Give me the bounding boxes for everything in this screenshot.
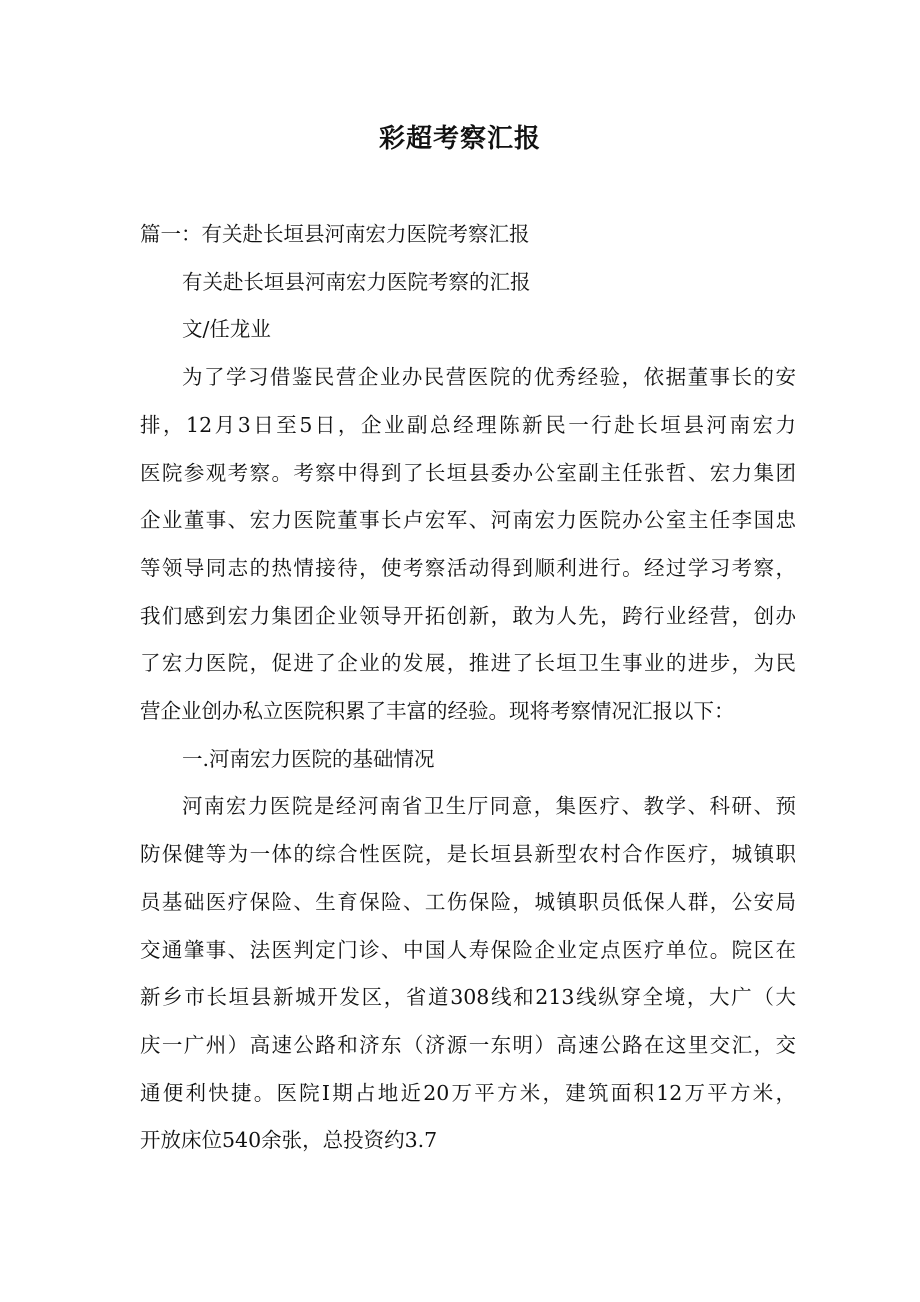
text-line: 河南宏力医院是经河南省卫生厅同意，集医疗、教学、科研、预 bbox=[182, 794, 796, 819]
text-line: 文/任龙业 bbox=[182, 317, 271, 342]
text-line: 等领导同志的热情接待，使考察活动得到顺利进行。经过学习考察， bbox=[140, 555, 796, 580]
text-line: 营企业创办私立医院积累了丰富的经验。现将考察情况汇报以下： bbox=[140, 699, 735, 723]
text-line: 医院参观考察。考察中得到了长垣县委办公室副主任张哲、宏力集团 bbox=[140, 460, 796, 485]
subsection-heading: 一.河南宏力医院的基础情况 bbox=[182, 746, 435, 771]
text-line: 排，12月3日至5日，企业副总经理陈新民一行赴长垣县河南宏力 bbox=[140, 412, 796, 437]
text-line: 开放床位540余张，总投资约3.7 bbox=[140, 1128, 438, 1153]
text-line: 为了学习借鉴民营企业办民营医院的优秀经验，依据董事长的安 bbox=[182, 365, 796, 390]
text-line: 交通肇事、法医判定门诊、中国人寿保险企业定点医疗单位。院区在 bbox=[140, 937, 796, 962]
text-line: 我们感到宏力集团企业领导开拓创新，敢为人先，跨行业经营，创办 bbox=[140, 603, 796, 628]
text-line: 防保健等为一体的综合性医院，是长垣县新型农村合作医疗，城镇职 bbox=[140, 842, 796, 867]
text-line: 企业董事、宏力医院董事长卢宏军、河南宏力医院办公室主任李国忠 bbox=[140, 508, 796, 533]
text-line: 员基础医疗保险、生育保险、工伤保险，城镇职员低保人群，公安局 bbox=[140, 889, 796, 914]
text-line: 通便利快捷。医院Ⅰ期占地近20万平方米，建筑面积12万平方米， bbox=[140, 1080, 796, 1105]
text-line: 了宏力医院，促进了企业的发展，推进了长垣卫生事业的进步，为民 bbox=[140, 651, 796, 676]
text-line: 有关赴长垣县河南宏力医院考察的汇报 bbox=[182, 269, 531, 294]
text-line: 新乡市长垣县新城开发区，省道308线和213线纵穿全境，大广（大 bbox=[140, 985, 796, 1010]
document-title: 彩超考察汇报 bbox=[378, 124, 541, 154]
text-line: 庆一广州）高速公路和济东（济源一东明）高速公路在这里交汇，交 bbox=[140, 1032, 796, 1057]
section-heading: 篇一：有关赴长垣县河南宏力医院考察汇报 bbox=[140, 222, 530, 246]
